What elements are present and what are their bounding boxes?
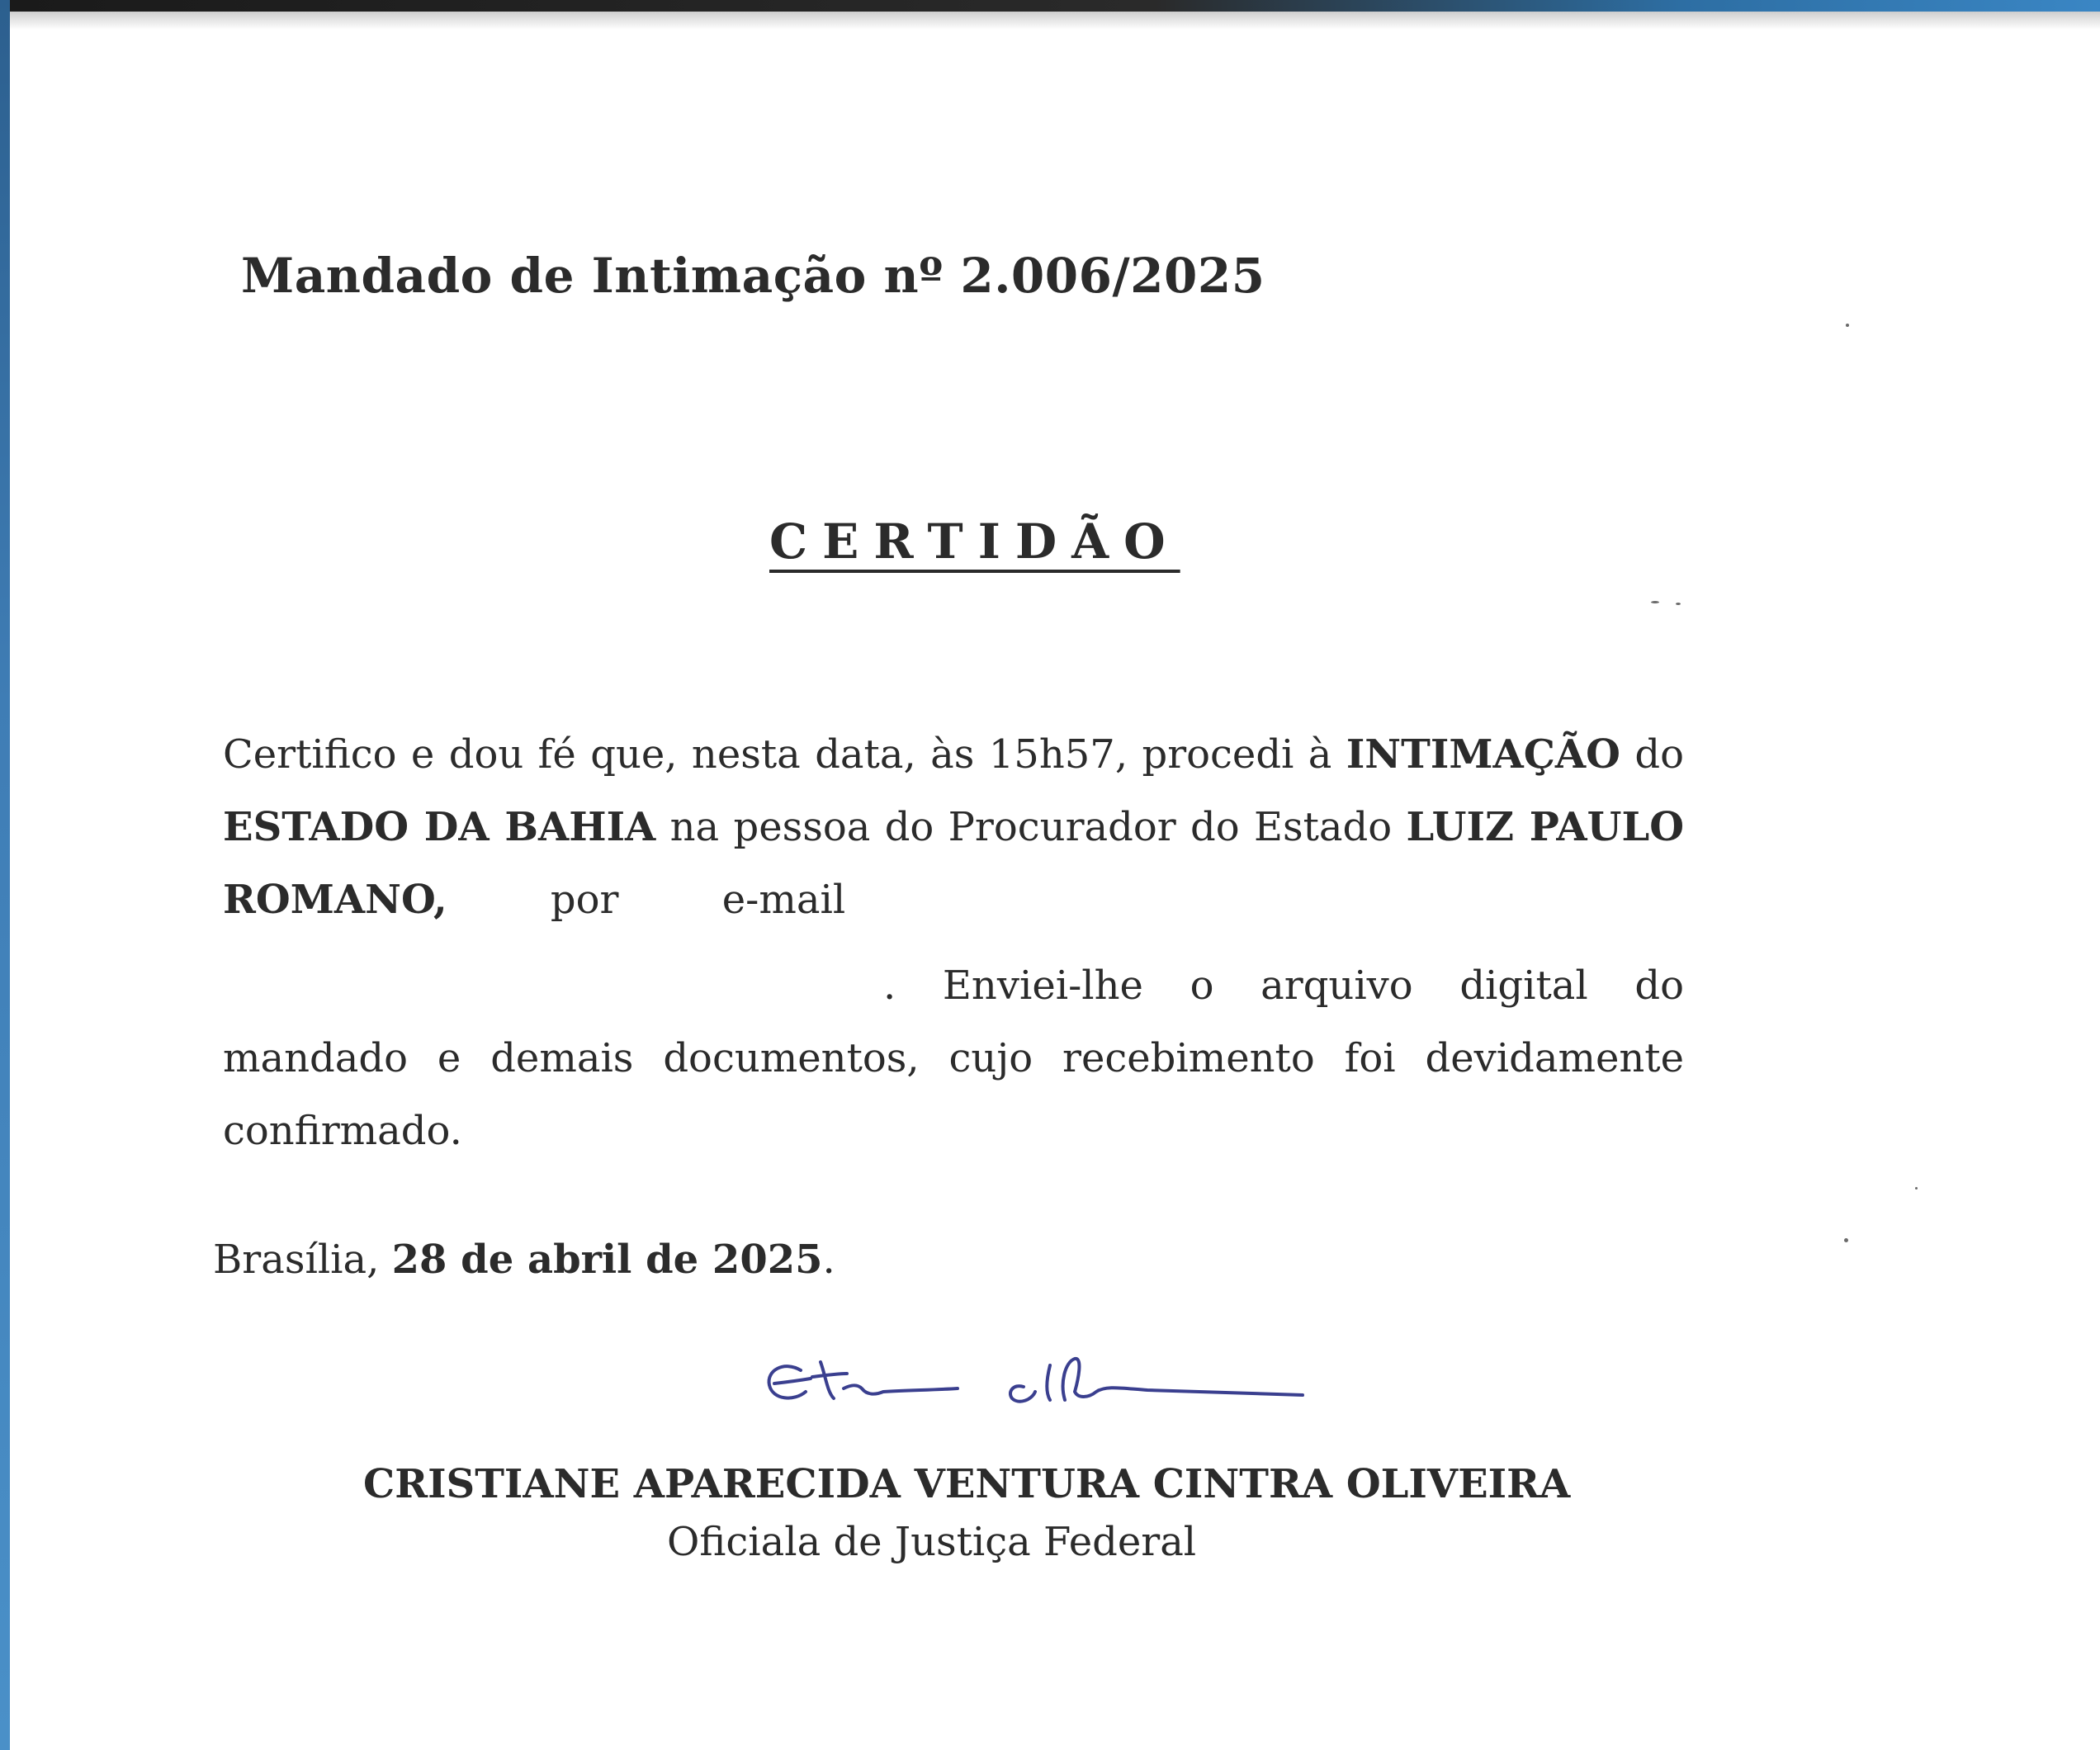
body-bold-text: INTIMAÇÃO: [1346, 731, 1620, 778]
scan-speck: [1846, 324, 1849, 327]
date-period: .: [822, 1237, 835, 1283]
scan-speck: [1844, 1238, 1848, 1242]
handwritten-signature: [751, 1337, 1312, 1436]
scan-speck: [1915, 1187, 1918, 1190]
body-text: Certifico e dou fé que, nesta data, às 15h57, procedi à: [223, 731, 1346, 778]
body-line: [223, 718, 1684, 791]
scan-speck: [1651, 601, 1659, 603]
signer-role: Oficiala de Justiça Federal: [667, 1519, 1197, 1565]
place-text: Brasília,: [213, 1237, 392, 1283]
body-bold-text: LUIZ PAULO: [1406, 804, 1685, 850]
body-line: [223, 791, 1684, 863]
certificate-body: [223, 718, 1684, 1167]
body-line: [223, 863, 1684, 936]
signer-name: CRISTIANE APARECIDA VENTURA CINTRA OLIVEIRA: [363, 1461, 1571, 1507]
scan-speck: [1676, 603, 1681, 605]
body-text: do: [1620, 731, 1684, 778]
body-text: na pessoa do Procurador do Estado: [655, 804, 1407, 850]
body-bold-text: ESTADO DA BAHIA: [223, 804, 656, 850]
body-line: mandado e demais documentos, cujo recebimento foi devidamente: [223, 1035, 1684, 1081]
body-bold-text: ROMANO,: [223, 877, 447, 923]
date-text: 28 de abril de 2025: [391, 1237, 823, 1283]
body-line: . Enviei-lhe o arquivo digital do: [883, 962, 1684, 1009]
scan-edge-shadow: [0, 12, 2100, 30]
scan-edge-left: [0, 0, 10, 1750]
document-title: Mandado de Intimação nº 2.006/2025: [241, 248, 1265, 304]
body-text: por e-mail: [447, 877, 846, 923]
scan-edge-top: [0, 0, 2100, 12]
date-line: [213, 1237, 835, 1283]
certificate-heading: CERTIDÃO: [769, 513, 1180, 570]
body-line: confirmado.: [223, 1108, 462, 1154]
